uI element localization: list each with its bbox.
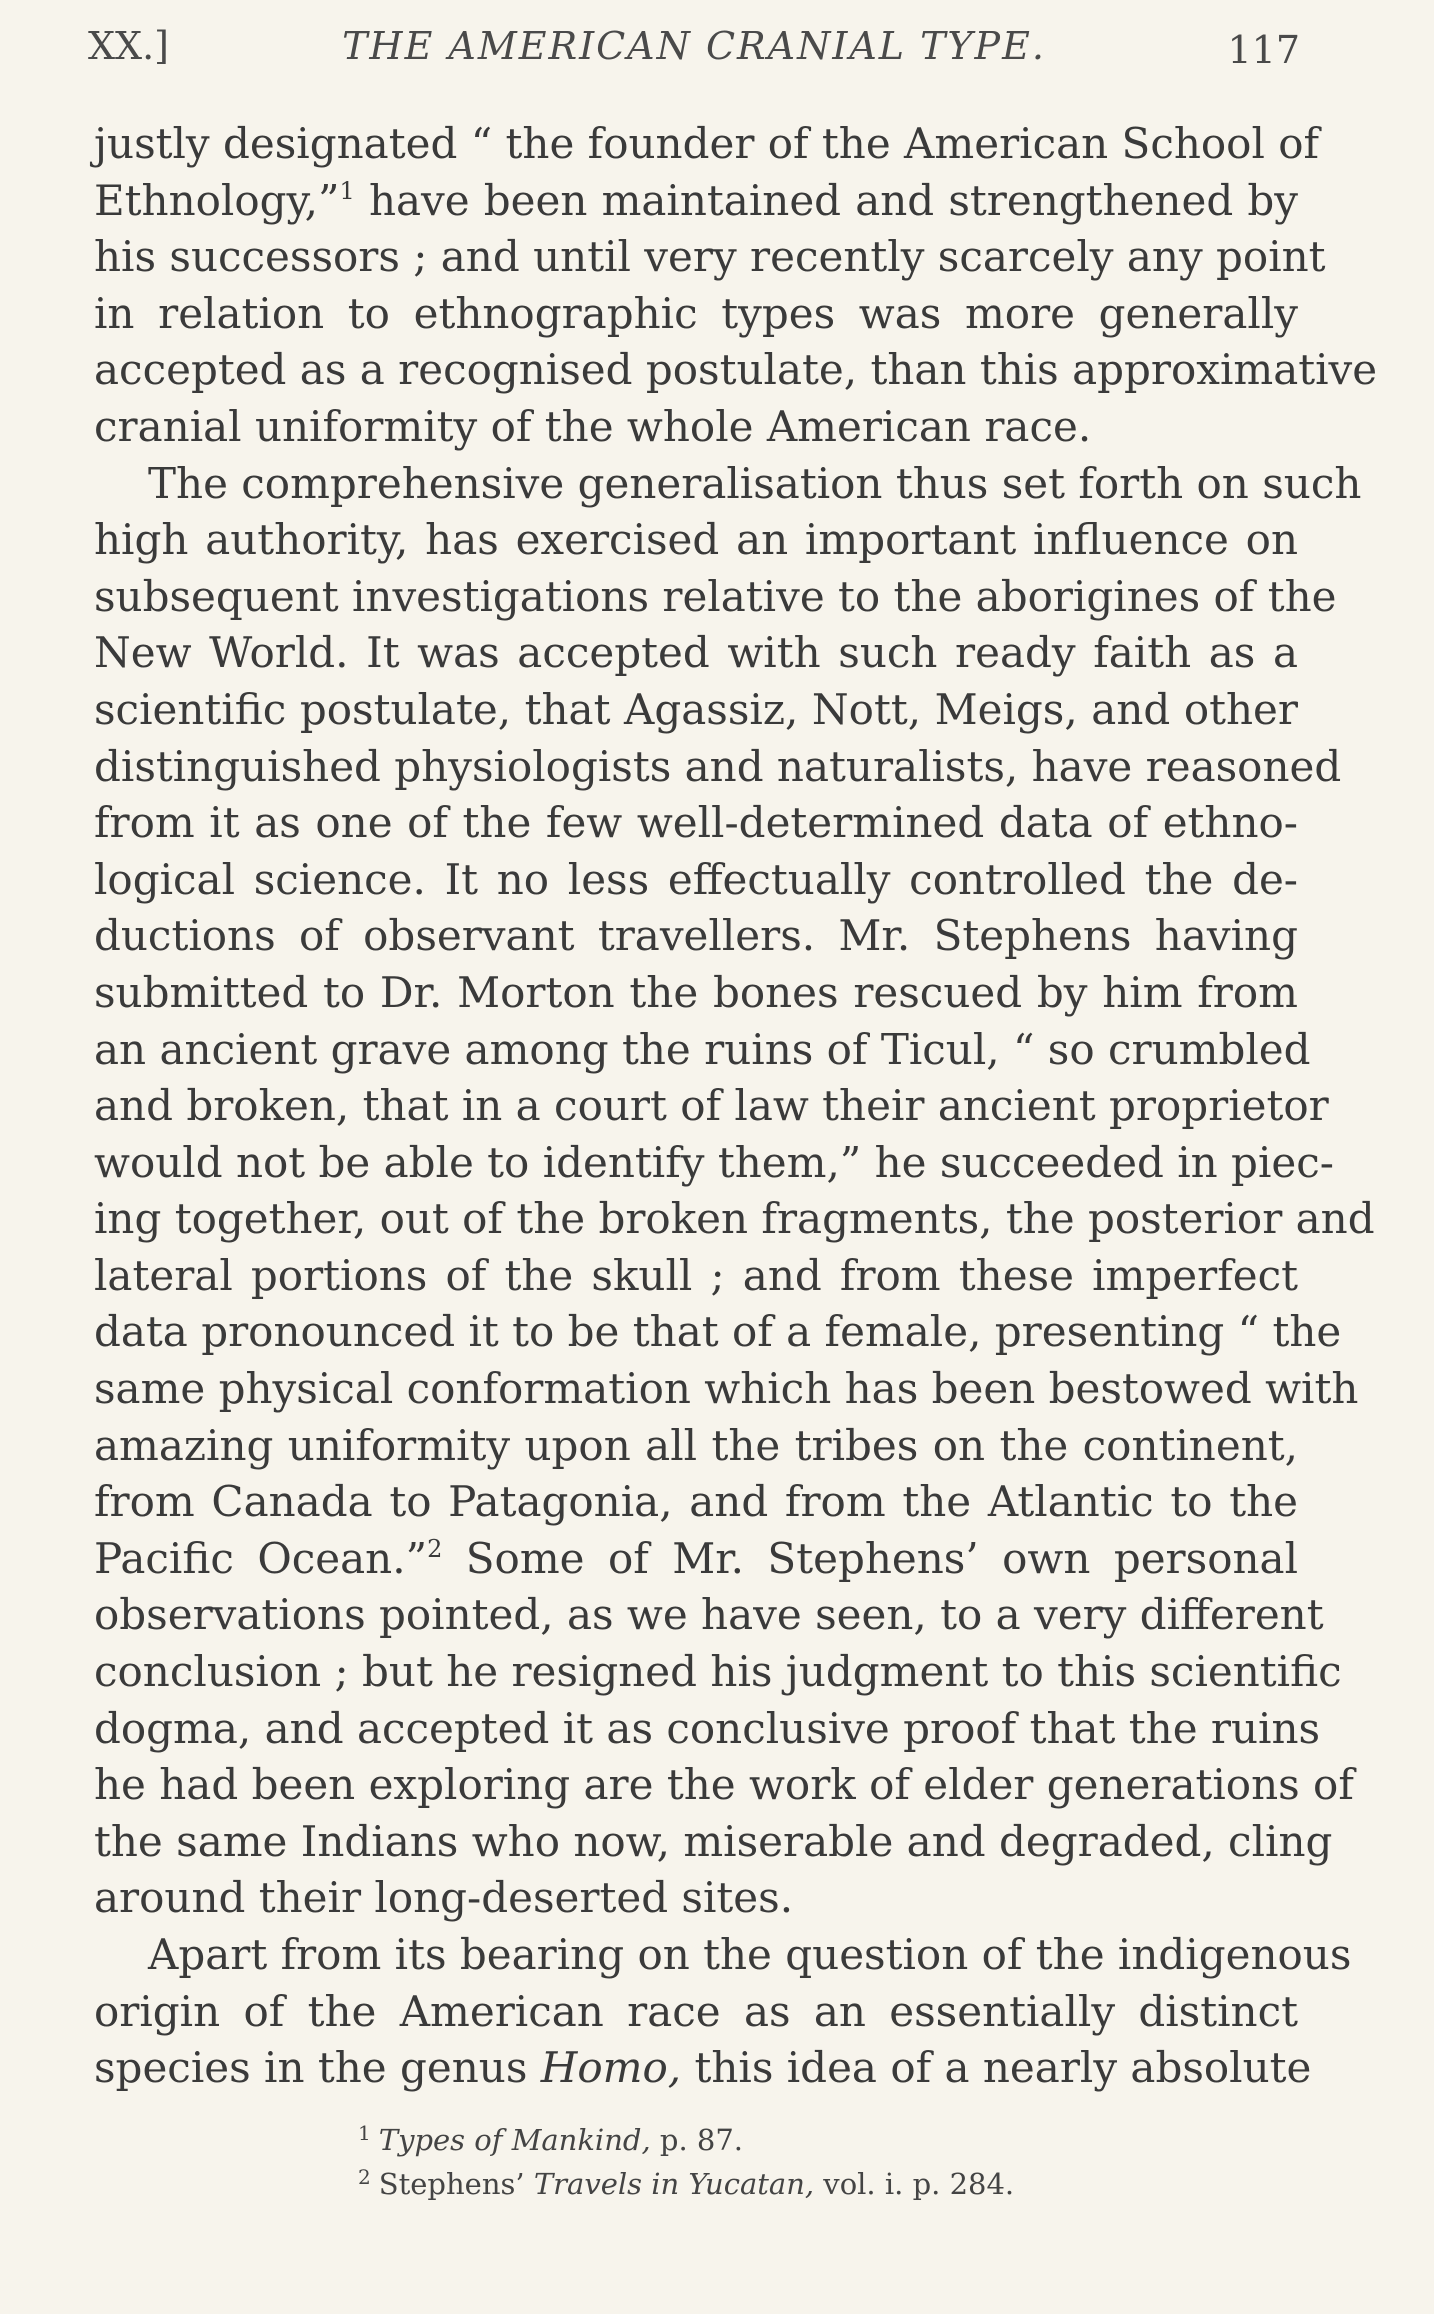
text-line: an ancient grave among the ruins of Ticul, “ so crumbled <box>94 1024 1311 1074</box>
paragraph <box>94 1927 1352 2097</box>
text-line: New World. It was accepted with such ready faith as a <box>94 628 1298 678</box>
text-line: accepted as a recognised postulate, than this approximative <box>94 345 1378 395</box>
footnote-rest: p. 87. <box>650 2123 744 2157</box>
footnote-1 <box>358 2118 1258 2162</box>
paragraph <box>94 116 1378 456</box>
page-number: 117 <box>1227 28 1300 72</box>
text-line: and broken, that in a court of law their ancient proprietor <box>94 1081 1329 1131</box>
chapter-marker: XX.] <box>88 24 170 68</box>
text-line: submitted to Dr. Morton the bones rescued by him from <box>94 967 1298 1017</box>
text-line: data pronounced it to be that of a female, presenting “ the <box>94 1307 1342 1357</box>
footnote-marker: 2 <box>358 2165 371 2189</box>
text-line: in relation to ethnographic types was more generally <box>94 288 1298 338</box>
footnote-rest: vol. i. p. 284. <box>814 2167 1015 2201</box>
text-line: distinguished physiologists and naturalists, have reasoned <box>94 741 1342 791</box>
text-line: dogma, and accepted it as conclusive proof that the ruins <box>94 1703 1321 1753</box>
footnote-2 <box>358 2162 1258 2206</box>
body-text <box>94 116 1378 2097</box>
footnote-ref[interactable]: 2 <box>427 1534 443 1563</box>
text-line: would not be able to identify them,” he succeeded in piec- <box>94 1137 1334 1187</box>
text-line: he had been exploring are the work of elder generations of <box>94 1760 1354 1810</box>
footnote-prefix: Stephens’ <box>378 2167 534 2201</box>
footnotes <box>358 2118 1258 2206</box>
text-line: scientific postulate, that Agassiz, Nott, Meigs, and other <box>94 684 1298 734</box>
text-line: from Canada to Patagonia, and from the Atlantic to the <box>94 1477 1298 1527</box>
text-line: conclusion ; but he resigned his judgment to this scientific <box>94 1647 1342 1697</box>
footnote-ref[interactable]: 1 <box>339 176 355 205</box>
footnote-marker: 1 <box>358 2121 371 2145</box>
text-line: The comprehensive generalisation thus set forth on such <box>148 458 1362 508</box>
text-line: around their long-deserted sites. <box>94 1873 794 1923</box>
text-line: observations pointed, as we have seen, to a very different <box>94 1590 1324 1640</box>
text-line: amazing uniformity upon all the tribes on the continent, <box>94 1420 1298 1470</box>
text-line: Pacific Ocean.”$^2$ Some of Mr. Stephens’ own personal <box>94 1533 1298 1583</box>
text-line: Apart from its bearing on the question of the indigenous <box>148 1930 1352 1979</box>
text-line: his successors ; and until very recently scarcely any point <box>94 232 1326 282</box>
running-title: THE AMERICAN CRANIAL TYPE. <box>342 24 1046 68</box>
text-line: ing together, out of the broken fragments, the posterior and <box>94 1194 1375 1244</box>
text-line: subsequent investigations relative to the aborigines of the <box>94 571 1337 621</box>
text-line: species in the genus Homo, this idea of a nearly absolute <box>94 2043 1312 2093</box>
italic-term: Homo, <box>540 2043 682 2093</box>
text-line: justly designated “ the founder of the American School of <box>94 119 1320 168</box>
text-line: lateral portions of the skull ; and from these imperfect <box>94 1250 1298 1300</box>
text-line: the same Indians who now, miserable and degraded, cling <box>94 1816 1333 1866</box>
text-line: cranial uniformity of the whole American race. <box>94 401 1092 451</box>
text-line: from it as one of the few well-determined data of ethno- <box>94 798 1298 848</box>
text-line: high authority, has exercised an important influence on <box>94 515 1298 565</box>
footnote-title: Types of Mankind, <box>378 2123 651 2157</box>
text-line: ductions of observant travellers. Mr. Stephens having <box>94 911 1298 961</box>
text-line: origin of the American race as an essentially distinct <box>94 1986 1298 2036</box>
text-line: same physical conformation which has been bestowed with <box>94 1364 1359 1414</box>
text-line: logical science. It no less effectually controlled the de- <box>94 854 1298 904</box>
paragraph <box>94 456 1375 1927</box>
footnote-title: Travels in Yucatan, <box>533 2167 815 2201</box>
text-line: Ethnology,”$^1$ have been maintained and strengthened by <box>94 175 1298 225</box>
running-header <box>88 24 1300 80</box>
